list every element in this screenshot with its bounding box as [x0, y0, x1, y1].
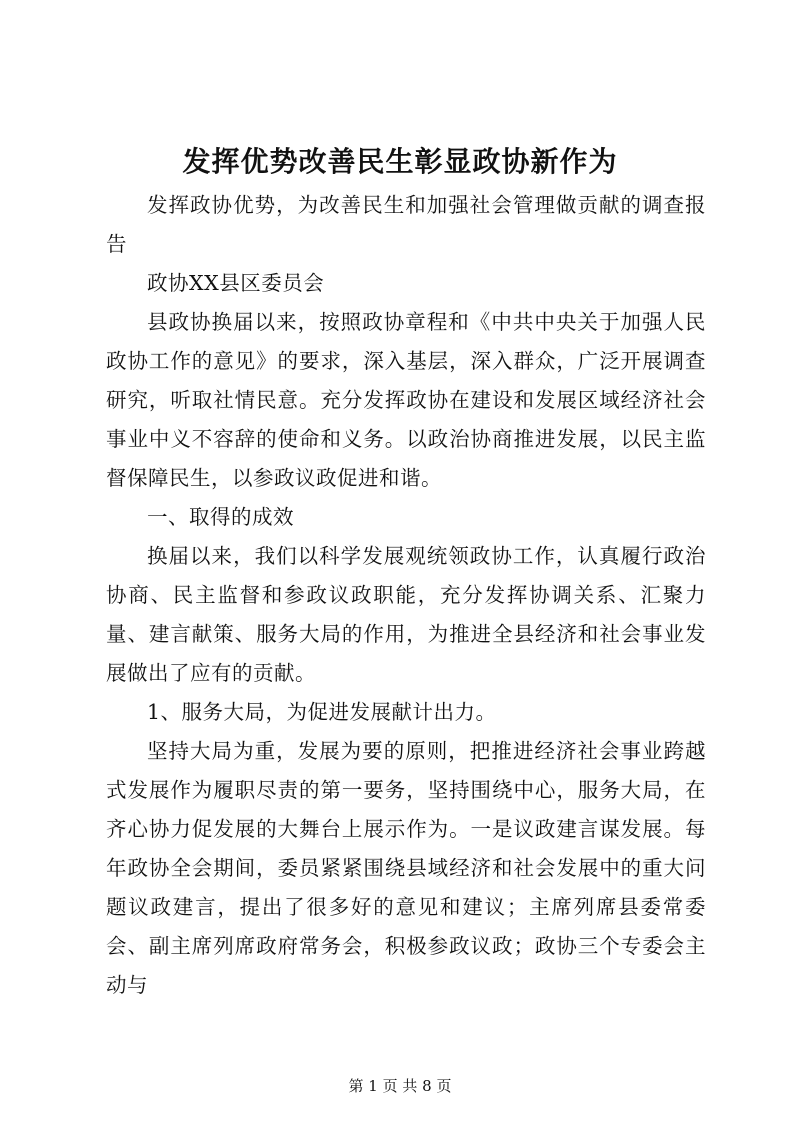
section-paragraph: 换届以来，我们以科学发展观统领政协工作，认真履行政治协商、民主监督和参政议政职能，充分发挥协调关系、汇聚力量、建言献策、服务大局的作用，为推进全县经济和社会事业发展做出了应有的贡献。	[106, 544, 706, 685]
intro-paragraph: 县政协换届以来，按照政协章程和《中共中央关于加强人民政协工作的意见》的要求，深入基层，深入群众，广泛开展调查研究，听取社情民意。充分发挥政协在建设和发展区域经济社会事业中义不容辞的使命和义务。以政治协商推进发展，以民主监督保障民生，以参政议政促进和谐。	[106, 310, 706, 490]
subsection-heading: 1、服务大局，为促进发展献计出力。	[147, 700, 497, 724]
section-heading: 一、取得的成效	[147, 505, 294, 529]
author-line: 政协XX县区委员会	[147, 271, 325, 295]
page-number-footer: 第 1 页 共 8 页	[348, 1077, 452, 1095]
subsection-paragraph: 坚持大局为重，发展为要的原则，把推进经济社会事业跨越式发展作为履职尽责的第一要务，坚持围绕中心，服务大局，在齐心协力促发展的大舞台上展示作为。一是议政建言谋发展。每年政协全会期间，委员紧紧围绕县域经济和社会发展中的重大问题议政建言，提出了很多好的意见和建议；主席列席县委常委会、副主席列席政府常务会，积极参政议政；政协三个专委会主动与	[106, 739, 706, 997]
document-title: 发挥优势改善民生彰显政协新作为	[182, 145, 618, 178]
document-body	[106, 186, 706, 1005]
report-subtitle: 发挥政协优势，为改善民生和加强社会管理做贡献的调查报告	[106, 193, 706, 256]
